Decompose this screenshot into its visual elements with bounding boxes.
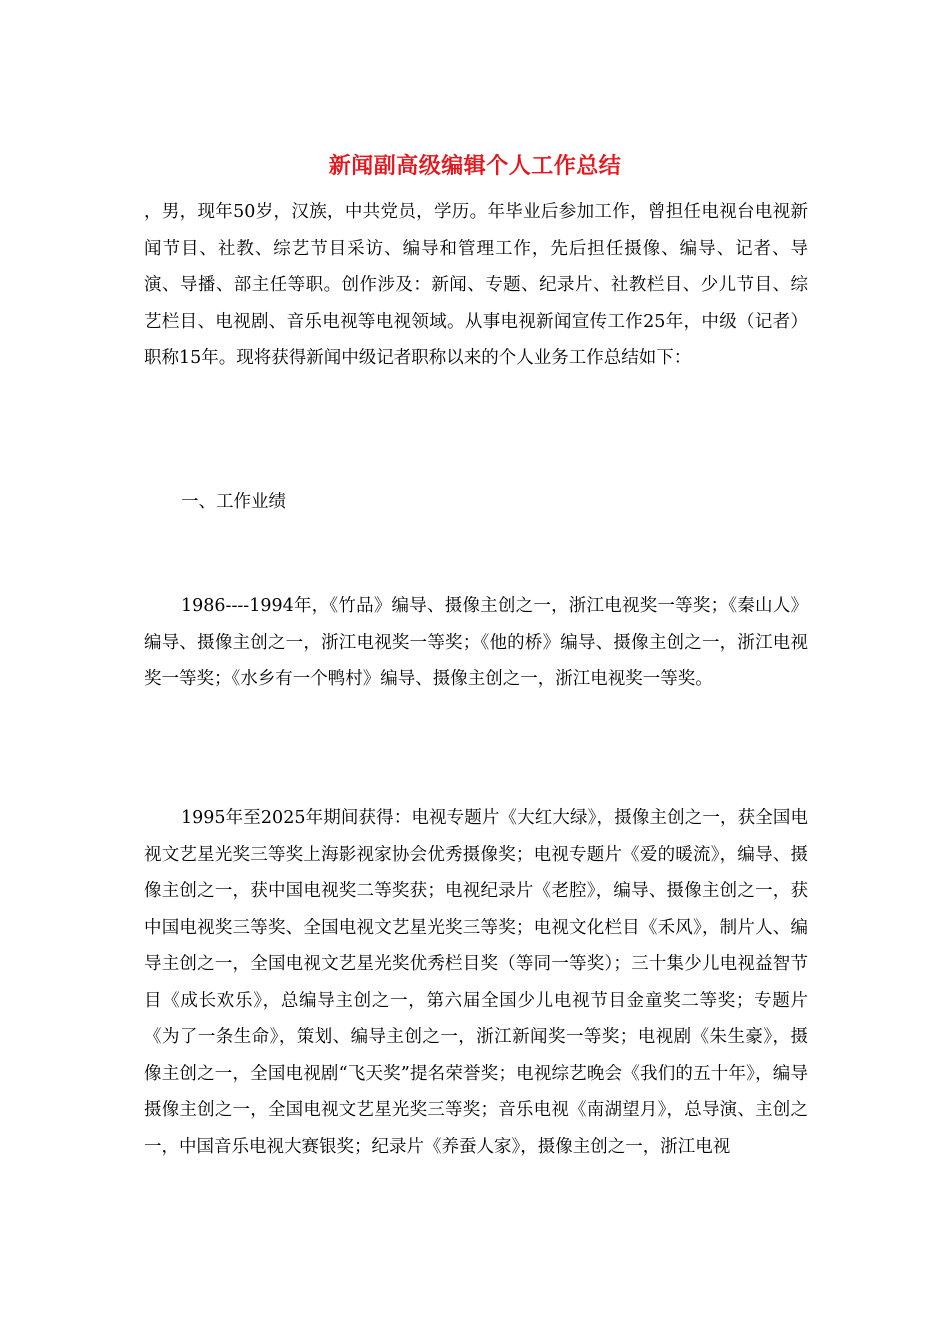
document-title: 新闻副高级编辑个人工作总结 [328, 153, 622, 179]
section-heading-work-achievements: 一、工作业绩 [181, 492, 286, 512]
awards-paragraph-1986-1994: 1986----1994年，《竹品》编导、摄像主创之一，浙江电视奖一等奖；《秦山人》编导、摄像主创之一，浙江电视奖一等奖；《他的桥》编导、摄像主创之一，浙江电视奖一等奖；《水乡有一个鸭村》编导、摄像主创之一，浙江电视奖一等奖。 [144, 596, 808, 689]
awards-paragraph-1995-2025: 1995年至2025年期间获得：电视专题片《大红大绿》，摄像主创之一，获全国电视文艺星光奖三等奖上海影视家协会优秀摄像奖；电视专题片《爱的暖流》，编导、摄像主创之一，获中国电视奖二等奖获；电视纪录片《老腔》，编导、摄像主创之一，获中国电视奖三等奖、全国电视文艺星光奖三等奖；电视文化栏目《禾风》，制片人、编导主创之一，全国电视文艺星光奖优秀栏目奖（等同一等奖）；三十集少儿电视益智节目《成长欢乐》，总编导主创之一，第六届全国少儿电视节目金童奖二等奖；专题片《为了一条生命》，策划、编导主创之一，浙江新闻奖一等奖；电视剧《朱生豪》，摄像主创之一，全国电视剧“飞天奖”提名荣誉奖；电视综艺晚会《我们的五十年》，编导摄像主创之一，全国电视文艺星光奖三等奖；音乐电视《南湖望月》，总导演、主创之一，中国音乐电视大赛银奖；纪录片《养蚕人家》，摄像主创之一，浙江电视 [144, 808, 808, 1157]
intro-paragraph: ，男，现年50岁，汉族，中共党员，学历。年毕业后参加工作，曾担任电视台电视新闻节目、社教、综艺节目采访、编导和管理工作，先后担任摄像、编导、记者、导演、导播、部主任等职。创作涉及：新闻、专题、纪录片、社教栏目、少儿节目、综艺栏目、电视剧、音乐电视等电视领域。从事电视新闻宣传工作25年，中级（记者）职称15年。现将获得新闻中级记者职称以来的个人业务工作总结如下： [144, 202, 808, 368]
